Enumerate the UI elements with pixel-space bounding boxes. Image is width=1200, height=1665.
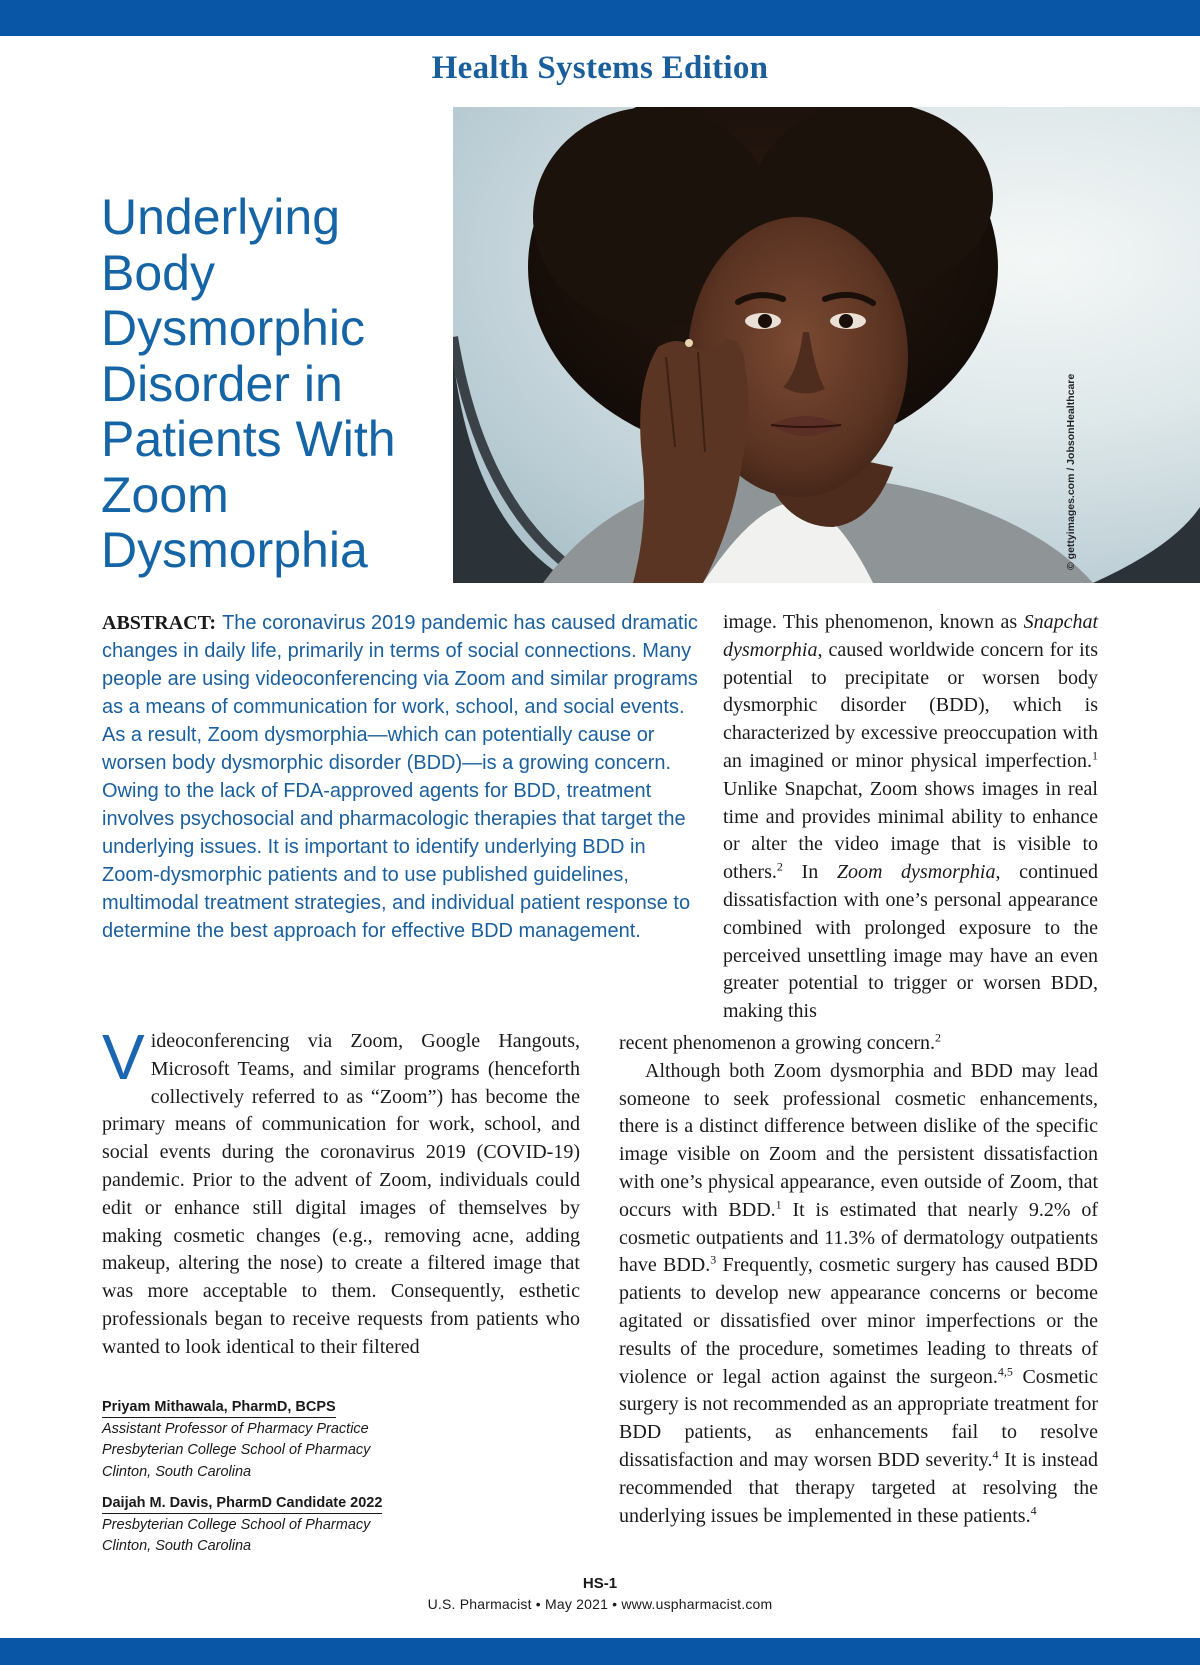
para2-text-5: It is instead recommended that therapy targeted at resolving the underlying issues be implemented in these patients. xyxy=(619,1448,1098,1527)
top-color-band xyxy=(0,0,1200,36)
author-affiliation: Assistant Professor of Pharmacy Practice xyxy=(102,1420,369,1437)
edition-header: Health Systems Edition xyxy=(431,50,769,86)
citation-ref: 4 xyxy=(992,1447,999,1462)
body-column-left xyxy=(102,1021,580,1362)
citation-ref: 4,5 xyxy=(997,1363,1013,1378)
page-number: HS-1 xyxy=(582,1575,618,1592)
citation-ref: 3 xyxy=(710,1252,717,1267)
para2-text-1: Although both Zoom dysmorphia and BDD may lead someone to seek professional cosmetic enhancements, there is a distinct difference between dislike of the specific image visible on Zoom and the persistent dissatisfaction with one’s physical appearance, even outside of Zoom, that occurs with BDD. xyxy=(619,1059,1098,1221)
intro-cont-text-3: Unlike Snapchat, Zoom shows images in real time and provides minimal ability to enhance or alter the video image that is visible to others. xyxy=(723,777,1098,884)
bottom-color-band xyxy=(0,1638,1200,1665)
author-block-2 xyxy=(102,1493,572,1558)
body-column-right-lower xyxy=(619,1030,1098,1530)
citation-ref: 4 xyxy=(1030,1502,1037,1517)
woman-in-mirror-illustration xyxy=(453,107,1200,583)
intro-paragraph xyxy=(102,1021,580,1362)
intro-cont-text-4: In xyxy=(782,861,837,884)
intro-cont-text-5: , continued dissatisfaction with one’s personal appearance combined with prolonged exposure to the perceived unsettling image may have an even greater potential to trigger or worsen BDD, making this xyxy=(723,861,1098,1023)
para2-text-4: Cosmetic surgery is not recommended as an appropriate treatment for BDD patients, as enhancements fail to resolve dissatisfaction and may worsen BDD severity. xyxy=(619,1365,1098,1471)
author-name: Daijah M. Davis, PharmD Candidate 2022 xyxy=(102,1494,382,1514)
citation-ref: 1 xyxy=(775,1197,782,1212)
snapchat-dysmorphia-term: Snapchat dysmorphia xyxy=(723,611,1098,661)
author-name: Priyam Mithawala, PharmD, BCPS xyxy=(102,1398,336,1418)
intro-cont-text-1: image. This phenomenon, known as xyxy=(723,611,1024,633)
abstract xyxy=(102,609,698,945)
zoom-dysmorphia-term: Zoom dysmorphia xyxy=(836,861,996,884)
intro-ending xyxy=(619,1030,1098,1058)
author-affiliation: Presbyterian College School of Pharmacy xyxy=(102,1442,371,1458)
article-photo xyxy=(453,107,1200,583)
para2-text-2: It is estimated that nearly 9.2% of cosmetic outpatients and 11.3% of dermatology outpatients have BDD. xyxy=(619,1198,1098,1277)
para2-text-3: Frequently, cosmetic surgery has caused BDD patients to develop new appearance concerns or become agitated or dissatisfied over minor imperfections or the results of the procedure, sometimes leading to threats of violence or legal action against the surgeon. xyxy=(619,1254,1098,1388)
citation-ref: 1 xyxy=(1092,748,1098,763)
body-column-right-upper xyxy=(723,609,1098,1026)
intro-continuation xyxy=(723,609,1098,1026)
article-title: Underlying Body Dysmorphic Disorder in Patients With Zoom Dysmorphia xyxy=(101,189,396,578)
drop-cap: V xyxy=(102,1021,145,1093)
intro-cont-text-6: recent phenomenon a growing concern. xyxy=(619,1032,935,1054)
photo-credit: © gettyimages.com / JobsonHealthcare xyxy=(1065,373,1077,570)
author-affiliation: Clinton, South Carolina xyxy=(102,1463,252,1480)
intro-cont-text-2: , caused worldwide concern for its potential to precipitate or worsen body dysmorphic disorder (BDD), which is characterized by excessive preoccupation with an imagined or minor physical imperfection. xyxy=(723,638,1098,772)
intro-text-left: ideoconferencing via Zoom, Google Hangouts, Microsoft Teams, and similar programs (henceforth collectively referred to as “Zoom”) has become the primary means of communication for work, school, and social events during the coronavirus 2019 (COVID-19) pandemic. Prior to the advent of Zoom, individuals could edit or enhance still digital images of themselves by making cosmetic changes (e.g., removing acne, adding makeup, altering the nose) to create a filtered image that was more acceptable to them. Consequently, esthetic professionals began to receive requests from patients who wanted to look identical to their filtered xyxy=(102,1030,580,1358)
citation-ref: 2 xyxy=(935,1030,941,1045)
abstract-label: ABSTRACT: xyxy=(102,612,217,634)
abstract-text: The coronavirus 2019 pandemic has caused dramatic changes in daily life, primarily in terms of social connections. Many people are using videoconferencing via Zoom and similar programs as a means of communication for work, school, and social events. As a result, Zoom dysmorphia—which can potentially cause or worsen body dysmorphic disorder (BDD)—is a growing concern. Owing to the lack of FDA-approved agents for BDD, treatment involves psychosocial and pharmacologic therapies that target the underlying issues. It is important to identify underlying BDD in Zoom-dysmorphic patients and to use published guidelines, multimodal treatment strategies, and individual patient response to determine the best approach for effective BDD management. xyxy=(102,612,698,942)
author-block-1 xyxy=(102,1397,572,1483)
citation-ref: 2 xyxy=(776,859,783,874)
author-affiliation: Presbyterian College School of Pharmacy xyxy=(102,1516,371,1533)
publication-footer: U.S. Pharmacist • May 2021 • www.uspharmacist.com xyxy=(427,1596,773,1612)
second-paragraph xyxy=(619,1058,1098,1531)
author-info xyxy=(102,1397,572,1568)
author-affiliation: Clinton, South Carolina xyxy=(102,1538,252,1554)
